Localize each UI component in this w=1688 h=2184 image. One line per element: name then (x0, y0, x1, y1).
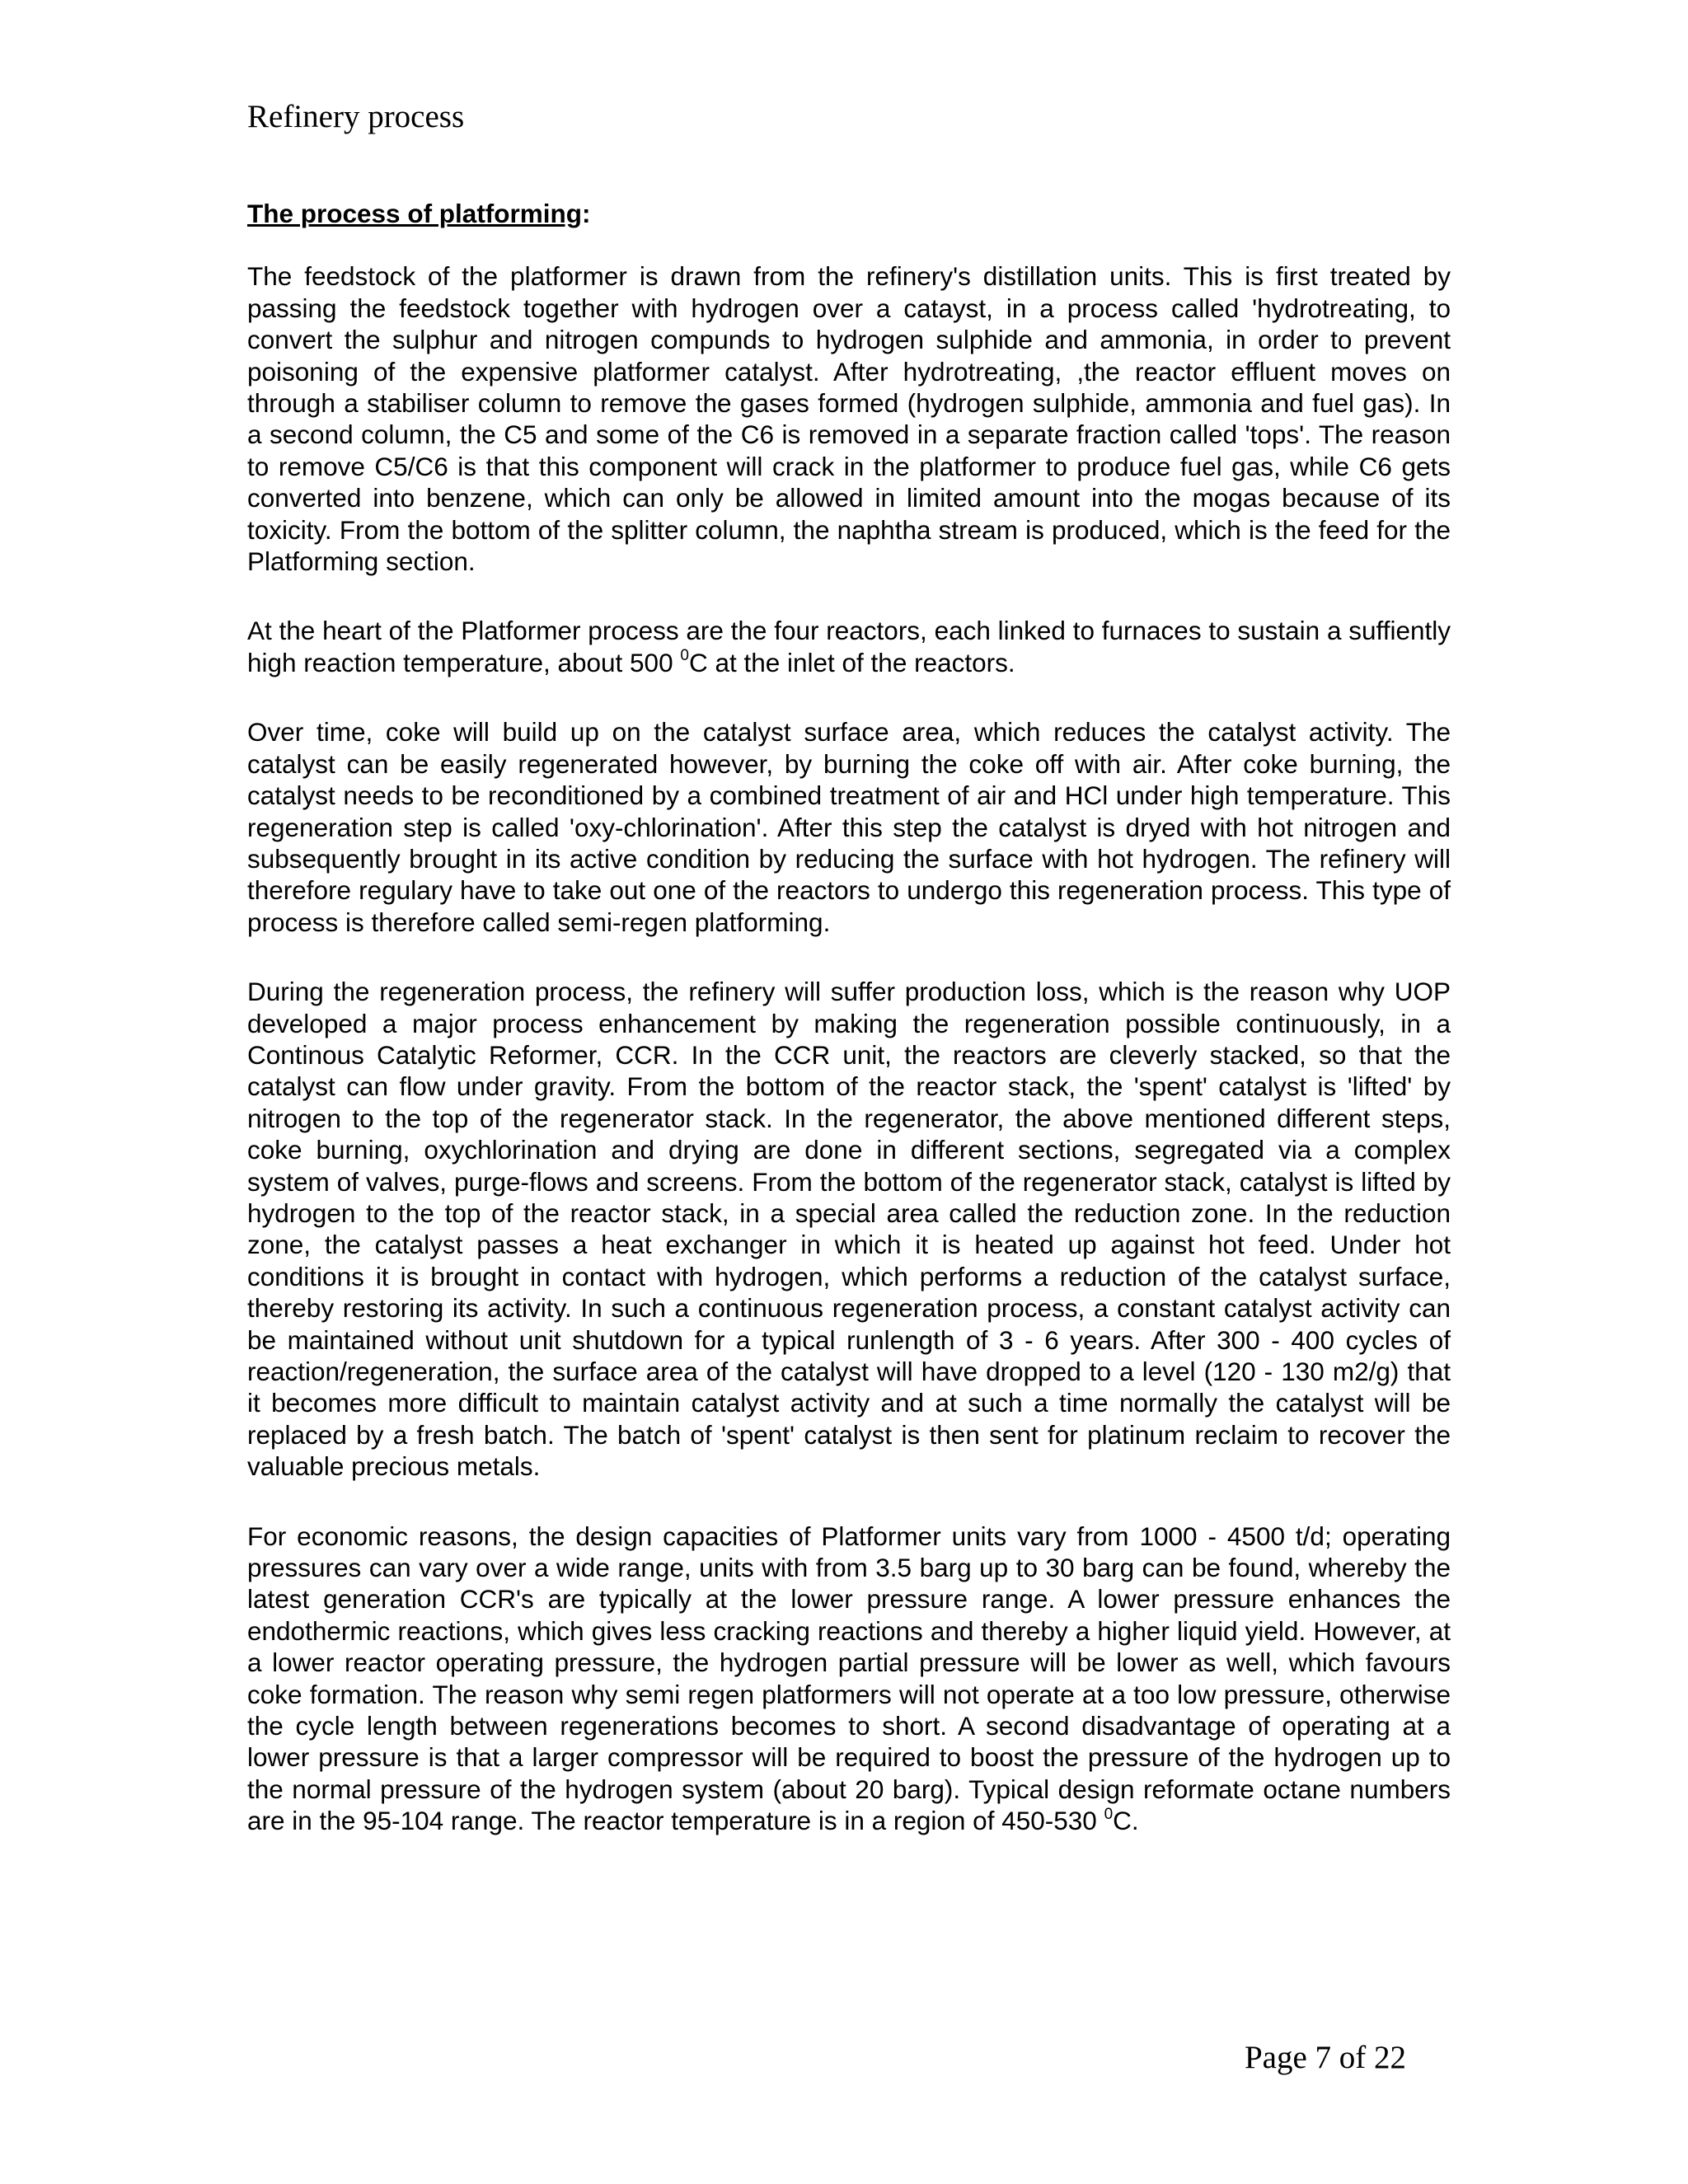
running-header: Refinery process (247, 99, 465, 134)
paragraph-economics-text-2: C. (1113, 1806, 1139, 1836)
paragraph-reactors-text-2: C at the inlet of the reactors. (688, 647, 1015, 677)
degree-superscript: 0 (1104, 1805, 1114, 1823)
paragraph-feedstock: The feedstock of the platformer is drawn from the refinery's distillation units. This is first treated by passing the feedstock together with hydrogen over a catayst, in a process called 'hydrotreating, to convert the sulphur and nitrogen compunds to hydrogen sulphide and ammonia, in order to prevent poisoning of the expensive platformer catalyst. After hydrotreating, ,the reactor effluent moves on through a stabiliser column to remove the gases formed (hydrogen sulphide, ammonia and fuel gas). In a second column, the C5 and some of the C6 is removed in a separate fraction called 'tops'. The reason to remove C5/C6 is that this component will crack in the platformer to produce fuel gas, while C6 gets converted into benzene, which can only be allowed in limited amount into the mogas because of its toxicity. From the bottom of the splitter column, the naphtha stream is produced, which is the feed for the Platforming section. (247, 261, 1451, 577)
section-heading-text: The process of platforming (247, 199, 583, 228)
degree-superscript: 0 (680, 647, 689, 665)
document-body (247, 198, 1451, 1875)
paragraph-ccr: During the regeneration process, the refinery will suffer production loss, which is the reason why UOP developed a major process enhancement by making the regeneration possible continuously, in a Continous Catalytic Reformer, CCR. In the CCR unit, the reactors are cleverly stacked, so that the catalyst can flow under gravity. From the bottom of the reactor stack, the 'spent' catalyst is 'lifted' by nitrogen to the top of the regenerator stack. In the regenerator, the above mentioned different steps, coke burning, oxychlorination and drying are done in different sections, segregated via a complex system of valves, purge-flows and screens. From the bottom of the regenerator stack, catalyst is lifted by hydrogen to the top of the reactor stack, in a special area called the reduction zone. In the reduction zone, the catalyst passes a heat exchanger in which it is heated up against hot feed. Under hot conditions it is brought in contact with hydrogen, which performs a reduction of the catalyst surface, thereby restoring its activity. In such a continuous regeneration process, a constant catalyst activity can be maintained without unit shutdown for a typical runlength of 3 - 6 years. After 300 - 400 cycles of reaction/regeneration, the surface area of the catalyst will have dropped to a level (120 - 130 m2/g) that it becomes more difficult to maintain catalyst activity and at such a time normally the catalyst will be replaced by a fresh batch. The batch of 'spent' catalyst is then sent for platinum reclaim to recover the valuable precious metals. (247, 977, 1451, 1482)
paragraph-economics (247, 1521, 1451, 1837)
paragraph-reactors-text-1: At the heart of the Platformer process are the four reactors, each linked to furnaces to sustain a suffiently high reaction temperature, about 500 (247, 616, 1451, 677)
paragraph-coke-regeneration: Over time, coke will build up on the catalyst surface area, which reduces the catalyst activity. The catalyst can be easily regenerated however, by burning the coke off with air. After coke burning, the catalyst needs to be reconditioned by a combined treatment of air and HCl under high temperature. This regeneration step is called 'oxy-chlorination'. After this step the catalyst is dryed with hot nitrogen and subsequently brought in its active condition by reducing the surface with hot hydrogen. The refinery will therefore regulary have to take out one of the reactors to undergo this regeneration process. This type of process is therefore called semi-regen platforming. (247, 717, 1451, 937)
section-heading-colon: : (582, 199, 591, 228)
page-number: Page 7 of 22 (1244, 2040, 1406, 2075)
paragraph-reactors (247, 615, 1451, 678)
section-heading (247, 198, 1451, 229)
paragraph-economics-text-1: For economic reasons, the design capacities of Platformer units vary from 1000 - 4500 t/d; operating pressures can vary over a wide range, units with from 3.5 barg up to 30 barg can be found, whereby the latest generation CCR's are typically at the lower pressure range. A lower pressure enhances the endothermic reactions, which gives less cracking reactions and thereby a higher liquid yield. However, at a lower reactor operating pressure, the hydrogen partial pressure will be lower as well, which favours coke formation. The reason why semi regen platformers will not operate at a too low pressure, otherwise the cycle length between regenerations becomes to short. A second disadvantage of operating at a lower pressure is that a larger compressor will be required to boost the pressure of the hydrogen up to the normal pressure of the hydrogen system (about 20 barg). Typical design reformate octane numbers are in the 95-104 range. The reactor temperature is in a region of 450-530 (247, 1521, 1451, 1836)
